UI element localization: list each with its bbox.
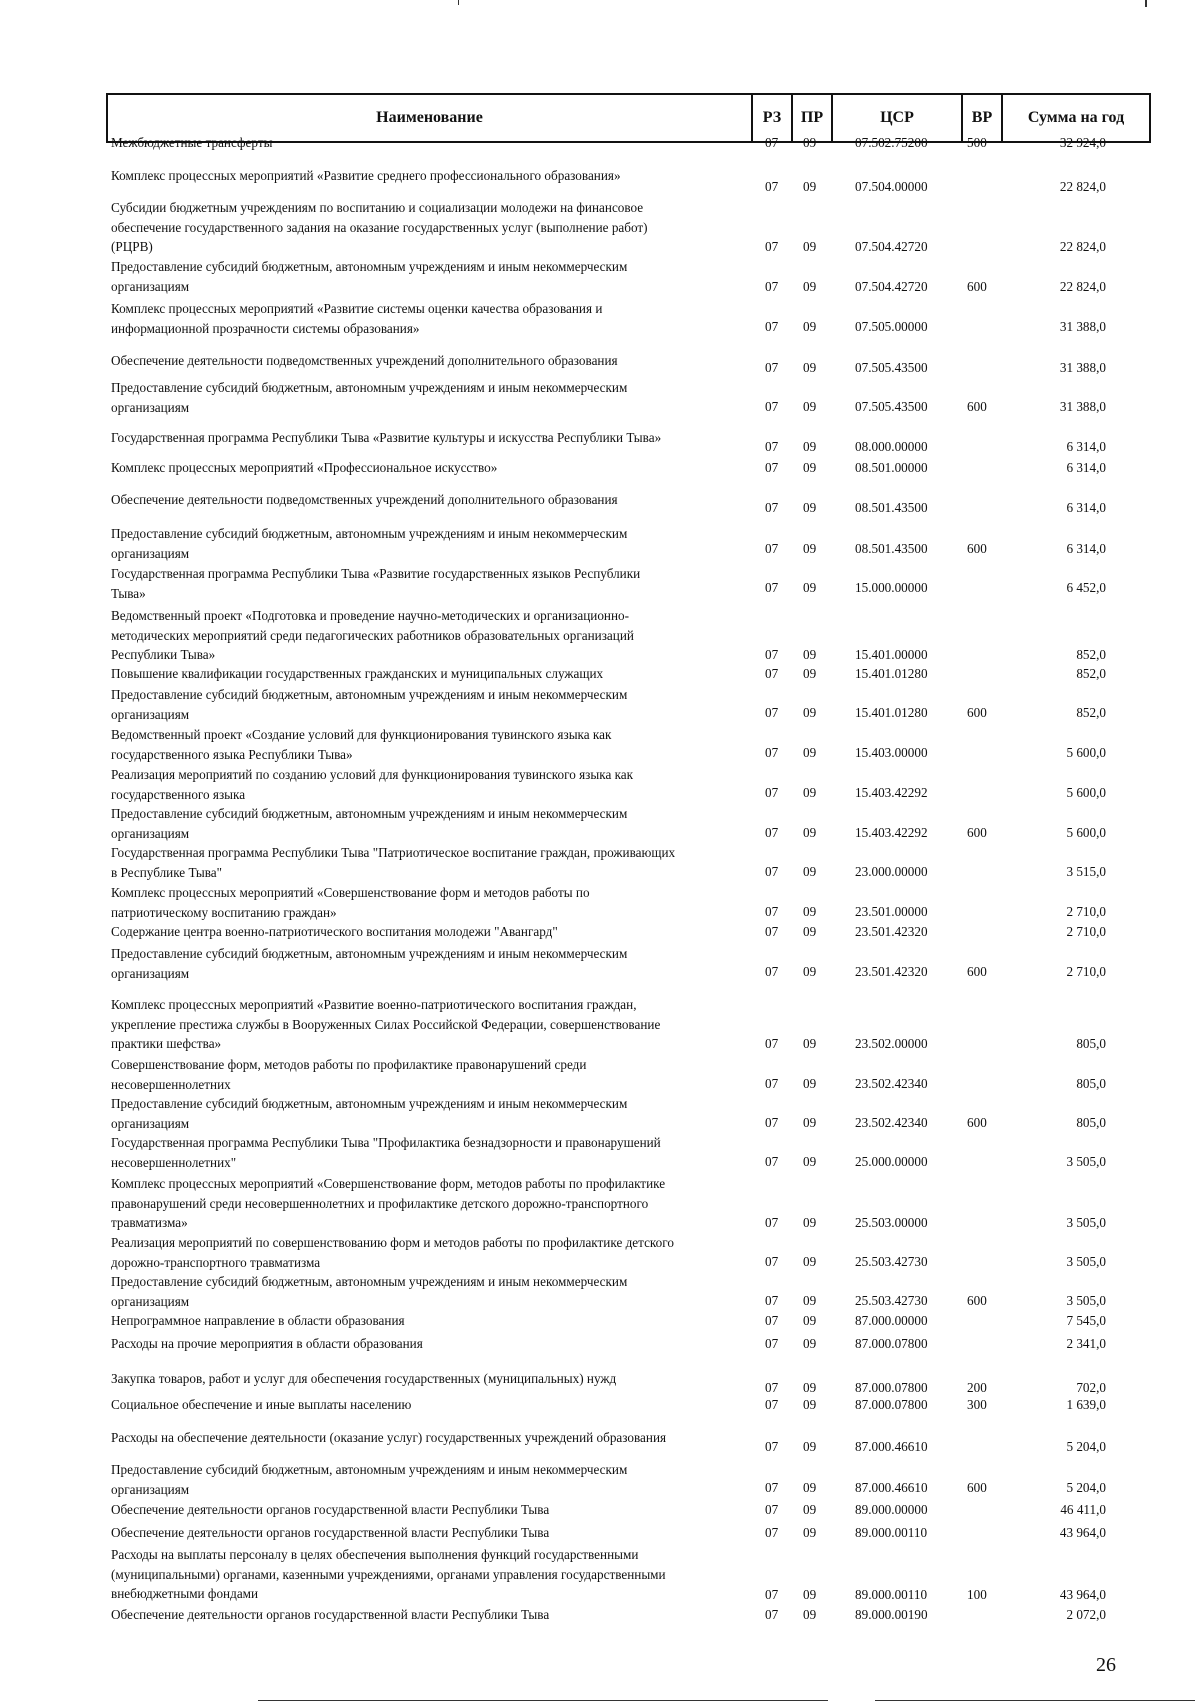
row-sum: 6 452,0 (1066, 580, 1106, 595)
row-sum: 22 824,0 (1059, 239, 1106, 254)
row-name: Ведомственный проект «Создание условий для функционирования тувинского языка как государственного языка Республики Тыва» (111, 727, 612, 762)
row-sum: 7 545,0 (1066, 1313, 1106, 1328)
row-name: Предоставление субсидий бюджетным, автономным учреждениям и иным некоммерческим организациям (111, 946, 628, 981)
row-pr: 09 (803, 1607, 817, 1622)
row-sum: 43 964,0 (1059, 1525, 1106, 1540)
row-csr: 07.504.42720 (855, 279, 928, 294)
row-csr: 25.000.00000 (855, 1154, 928, 1169)
row-csr: 07.504.00000 (855, 179, 928, 194)
page-number: 26 (1096, 1654, 1116, 1676)
row-pr: 09 (803, 1502, 817, 1517)
row-name: Повышение квалификации государственных гражданских и муниципальных служащих (111, 666, 604, 681)
row-rz: 07 (765, 1380, 779, 1395)
row-rz: 07 (765, 1313, 779, 1328)
row-name: Государственная программа Республики Тыва «Развитие государственных языков Республики Тыва» (111, 566, 641, 601)
row-sum: 702,0 (1076, 1380, 1106, 1395)
row-pr: 09 (803, 666, 817, 681)
row-csr: 15.401.01280 (855, 666, 928, 681)
row-csr: 89.000.00110 (855, 1587, 928, 1602)
row-rz: 07 (765, 825, 779, 840)
row-vr: 500 (967, 135, 987, 150)
row-rz: 07 (765, 745, 779, 760)
row-csr: 23.502.42340 (855, 1115, 928, 1130)
row-name: Ведомственный проект «Подготовка и проведение научно-методических и организационно- методических мероприятий среди педагогических работников образовательных организаций Республики Тыва» (111, 608, 634, 662)
row-sum: 2 710,0 (1066, 964, 1106, 979)
row-csr: 15.403.42292 (855, 825, 928, 840)
row-name: Закупка товаров, работ и услуг для обеспечения государственных (муниципальных) нужд (111, 1371, 617, 1386)
row-sum: 31 388,0 (1059, 319, 1106, 334)
row-rz: 07 (765, 705, 779, 720)
row-vr: 600 (967, 964, 987, 979)
row-sum: 2 341,0 (1066, 1336, 1106, 1351)
row-pr: 09 (803, 1587, 817, 1602)
row-csr: 25.503.42730 (855, 1254, 928, 1269)
row-pr: 09 (803, 904, 817, 919)
row-sum: 805,0 (1076, 1036, 1106, 1051)
row-name: Социальное обеспечение и иные выплаты населению (111, 1397, 412, 1412)
row-pr: 09 (803, 1336, 817, 1351)
row-name: Содержание центра военно-патриотического воспитания молодежи "Авангард" (111, 924, 558, 939)
row-sum: 3 505,0 (1066, 1215, 1106, 1230)
row-sum: 852,0 (1076, 647, 1106, 662)
row-rz: 07 (765, 1215, 779, 1230)
row-pr: 09 (803, 1254, 817, 1269)
row-name: Комплекс процессных мероприятий «Развитие военно-патриотического воспитания граждан, укрепление престижа службы в Вооруженных Силах Российской Федерации, совершенствование практики шефства» (111, 997, 661, 1051)
row-pr: 09 (803, 924, 817, 939)
row-pr: 09 (803, 1076, 817, 1091)
row-pr: 09 (803, 964, 817, 979)
row-pr: 09 (803, 360, 817, 375)
row-sum: 852,0 (1076, 705, 1106, 720)
row-rz: 07 (765, 500, 779, 515)
row-sum: 852,0 (1076, 666, 1106, 681)
row-rz: 07 (765, 1254, 779, 1269)
row-csr: 15.401.01280 (855, 705, 928, 720)
row-vr: 600 (967, 541, 987, 556)
row-rz: 07 (765, 1502, 779, 1517)
row-sum: 32 924,0 (1059, 135, 1106, 150)
row-pr: 09 (803, 239, 817, 254)
row-pr: 09 (803, 439, 817, 454)
row-sum: 6 314,0 (1066, 500, 1106, 515)
row-csr: 07.505.00000 (855, 319, 928, 334)
row-pr: 09 (803, 1525, 817, 1540)
row-rz: 07 (765, 1397, 779, 1412)
row-sum: 805,0 (1076, 1115, 1106, 1130)
row-pr: 09 (803, 460, 817, 475)
header-csr: ЦСР (833, 95, 963, 141)
row-name: Реализация мероприятий по созданию условий для функционирования тувинского языка как государственного языка (111, 767, 634, 802)
row-rz: 07 (765, 1076, 779, 1091)
row-name: Предоставление субсидий бюджетным, автономным учреждениям и иным некоммерческим организациям (111, 806, 628, 841)
row-rz: 07 (765, 785, 779, 800)
row-csr: 23.501.00000 (855, 904, 928, 919)
row-name: Предоставление субсидий бюджетным, автономным учреждениям и иным некоммерческим организациям (111, 1462, 628, 1497)
row-pr: 09 (803, 399, 817, 414)
row-rz: 07 (765, 279, 779, 294)
row-pr: 09 (803, 705, 817, 720)
row-pr: 09 (803, 1115, 817, 1130)
row-rz: 07 (765, 1439, 779, 1454)
row-name: Непрограммное направление в области образования (111, 1313, 405, 1328)
row-pr: 09 (803, 135, 817, 150)
row-csr: 23.502.00000 (855, 1036, 928, 1051)
row-sum: 22 824,0 (1059, 279, 1106, 294)
row-name: Межбюджетные трансферты (111, 135, 273, 150)
row-rz: 07 (765, 1480, 779, 1495)
row-vr: 200 (967, 1380, 987, 1395)
row-csr: 89.000.00000 (855, 1502, 928, 1517)
row-rz: 07 (765, 1036, 779, 1051)
row-name: Предоставление субсидий бюджетным, автономным учреждениям и иным некоммерческим организациям (111, 526, 628, 561)
row-name: Комплекс процессных мероприятий «Совершенствование форм и методов работы по патриотическому воспитанию граждан» (111, 885, 590, 920)
row-vr: 600 (967, 825, 987, 840)
row-csr: 08.000.00000 (855, 439, 928, 454)
row-pr: 09 (803, 745, 817, 760)
row-name: Государственная программа Республики Тыва «Развитие культуры и искусства Республики Тыва» (111, 430, 662, 445)
row-pr: 09 (803, 1313, 817, 1328)
row-name: Обеспечение деятельности органов государственной власти Республики Тыва (111, 1525, 550, 1540)
row-pr: 09 (803, 319, 817, 334)
row-rz: 07 (765, 1607, 779, 1622)
row-sum: 6 314,0 (1066, 439, 1106, 454)
row-sum: 3 505,0 (1066, 1254, 1106, 1269)
row-name: Предоставление субсидий бюджетным, автономным учреждениям и иным некоммерческим организациям (111, 259, 628, 294)
row-name: Обеспечение деятельности подведомственных учреждений дополнительного образования (111, 353, 618, 368)
row-name: Предоставление субсидий бюджетным, автономным учреждениям и иным некоммерческим организациям (111, 687, 628, 722)
row-vr: 600 (967, 399, 987, 414)
row-sum: 6 314,0 (1066, 460, 1106, 475)
row-name: Обеспечение деятельности органов государственной власти Республики Тыва (111, 1502, 550, 1517)
row-rz: 07 (765, 580, 779, 595)
row-rz: 07 (765, 1154, 779, 1169)
row-sum: 5 600,0 (1066, 785, 1106, 800)
row-csr: 23.502.42340 (855, 1076, 928, 1091)
header-rz: РЗ (753, 95, 793, 141)
row-rz: 07 (765, 647, 779, 662)
row-csr: 87.000.46610 (855, 1480, 928, 1495)
row-vr: 600 (967, 1293, 987, 1308)
row-rz: 07 (765, 964, 779, 979)
row-csr: 89.000.00190 (855, 1607, 928, 1622)
row-csr: 87.000.07800 (855, 1380, 928, 1395)
row-csr: 08.501.43500 (855, 541, 928, 556)
row-rz: 07 (765, 666, 779, 681)
row-rz: 07 (765, 360, 779, 375)
row-name: Комплекс процессных мероприятий «Развитие системы оценки качества образования и информационной прозрачности системы образования» (111, 301, 603, 336)
row-rz: 07 (765, 439, 779, 454)
row-rz: 07 (765, 135, 779, 150)
row-sum: 31 388,0 (1059, 360, 1106, 375)
row-pr: 09 (803, 785, 817, 800)
header-name: Наименование (108, 95, 753, 141)
header-vr: ВР (963, 95, 1003, 141)
row-pr: 09 (803, 1439, 817, 1454)
row-pr: 09 (803, 179, 817, 194)
row-csr: 87.000.07800 (855, 1336, 928, 1351)
row-sum: 22 824,0 (1059, 179, 1106, 194)
row-sum: 2 710,0 (1066, 924, 1106, 939)
row-name: Расходы на обеспечение деятельности (оказание услуг) государственных учреждений образования (111, 1430, 667, 1445)
row-csr: 23.501.42320 (855, 964, 928, 979)
row-name: Предоставление субсидий бюджетным, автономным учреждениям и иным некоммерческим организациям (111, 1096, 628, 1131)
row-sum: 2 710,0 (1066, 904, 1106, 919)
row-rz: 07 (765, 1293, 779, 1308)
row-name: Расходы на выплаты персоналу в целях обеспечения выполнения функций государственными (муниципальными) органами, казенными учреждениями, органами управления государственными внебюджетными фондами (111, 1547, 666, 1601)
row-rz: 07 (765, 399, 779, 414)
row-name: Государственная программа Республики Тыва "Профилактика безнадзорности и правонарушений несовершеннолетних" (111, 1135, 661, 1170)
row-sum: 3 505,0 (1066, 1293, 1106, 1308)
row-pr: 09 (803, 1154, 817, 1169)
row-name: Субсидии бюджетным учреждениям по воспитанию и социализации молодежи на финансовое обеспечение государственного задания на оказание государственных услуг (выполнение работ) (РЦРВ) (111, 200, 648, 254)
row-csr: 07.505.43500 (855, 360, 928, 375)
row-csr: 89.000.00110 (855, 1525, 928, 1540)
row-rz: 07 (765, 904, 779, 919)
row-csr: 15.403.42292 (855, 785, 928, 800)
row-rz: 07 (765, 924, 779, 939)
row-sum: 31 388,0 (1059, 399, 1106, 414)
row-csr: 08.501.43500 (855, 500, 928, 515)
row-pr: 09 (803, 1397, 817, 1412)
row-sum: 5 204,0 (1066, 1439, 1106, 1454)
row-pr: 09 (803, 541, 817, 556)
row-name: Комплекс процессных мероприятий «Совершенствование форм, методов работы по профилактике правонарушений среди несовершеннолетних и профилактике детского дорожно-транспортного травматизма» (111, 1176, 666, 1230)
row-rz: 07 (765, 239, 779, 254)
row-sum: 2 072,0 (1066, 1607, 1106, 1622)
row-csr: 15.403.00000 (855, 745, 928, 760)
row-vr: 600 (967, 279, 987, 294)
row-csr: 15.000.00000 (855, 580, 928, 595)
row-pr: 09 (803, 1293, 817, 1308)
row-csr: 87.000.46610 (855, 1439, 928, 1454)
row-pr: 09 (803, 500, 817, 515)
row-sum: 46 411,0 (1060, 1502, 1106, 1517)
row-pr: 09 (803, 1036, 817, 1051)
row-pr: 09 (803, 1480, 817, 1495)
row-csr: 23.501.42320 (855, 924, 928, 939)
row-vr: 600 (967, 705, 987, 720)
row-vr: 300 (967, 1397, 987, 1412)
row-name: Реализация мероприятий по совершенствованию форм и методов работы по профилактике детского дорожно-транспортного травматизма (111, 1235, 674, 1270)
row-rz: 07 (765, 1115, 779, 1130)
row-vr: 100 (967, 1587, 987, 1602)
row-name: Предоставление субсидий бюджетным, автономным учреждениям и иным некоммерческим организациям (111, 380, 628, 415)
row-sum: 6 314,0 (1066, 541, 1106, 556)
row-pr: 09 (803, 825, 817, 840)
row-rz: 07 (765, 1336, 779, 1351)
row-pr: 09 (803, 1215, 817, 1230)
row-rz: 07 (765, 541, 779, 556)
row-sum: 3 515,0 (1066, 864, 1106, 879)
row-csr: 08.501.00000 (855, 460, 928, 475)
row-name: Предоставление субсидий бюджетным, автономным учреждениям и иным некоммерческим организациям (111, 1274, 628, 1309)
row-csr: 07.505.43500 (855, 399, 928, 414)
row-vr: 600 (967, 1480, 987, 1495)
row-name: Комплекс процессных мероприятий «Развитие среднего профессионального образования» (111, 168, 621, 183)
row-sum: 5 600,0 (1066, 825, 1106, 840)
row-pr: 09 (803, 864, 817, 879)
row-sum: 805,0 (1076, 1076, 1106, 1091)
header-pr: ПР (793, 95, 833, 141)
row-pr: 09 (803, 1380, 817, 1395)
row-rz: 07 (765, 460, 779, 475)
row-sum: 5 204,0 (1066, 1480, 1106, 1495)
row-sum: 43 964,0 (1059, 1587, 1106, 1602)
row-name: Комплекс процессных мероприятий «Профессиональное искусство» (111, 460, 498, 475)
row-rz: 07 (765, 1587, 779, 1602)
header-sum: Сумма на год (1027, 109, 1125, 126)
row-pr: 09 (803, 279, 817, 294)
row-rz: 07 (765, 1525, 779, 1540)
row-vr: 600 (967, 1115, 987, 1130)
row-name: Государственная программа Республики Тыва "Патриотическое воспитание граждан, проживающих в Республике Тыва" (111, 845, 676, 880)
row-pr: 09 (803, 580, 817, 595)
row-sum: 1 639,0 (1066, 1397, 1106, 1412)
row-name: Обеспечение деятельности органов государственной власти Республики Тыва (111, 1607, 550, 1622)
row-name: Обеспечение деятельности подведомственных учреждений дополнительного образования (111, 492, 618, 507)
row-csr: 87.000.07800 (855, 1397, 928, 1412)
row-rz: 07 (765, 319, 779, 334)
row-csr: 23.000.00000 (855, 864, 928, 879)
row-pr: 09 (803, 647, 817, 662)
row-rz: 07 (765, 864, 779, 879)
row-csr: 07.502.75200 (855, 135, 928, 150)
row-csr: 25.503.42730 (855, 1293, 928, 1308)
row-name: Расходы на прочие мероприятия в области образования (111, 1336, 423, 1351)
row-sum: 3 505,0 (1066, 1154, 1106, 1169)
row-name: Совершенствование форм, методов работы по профилактике правонарушений среди несовершеннолетних (111, 1057, 587, 1092)
row-sum: 5 600,0 (1066, 745, 1106, 760)
row-rz: 07 (765, 179, 779, 194)
row-csr: 15.401.00000 (855, 647, 928, 662)
row-csr: 07.504.42720 (855, 239, 928, 254)
row-csr: 25.503.00000 (855, 1215, 928, 1230)
row-csr: 87.000.00000 (855, 1313, 928, 1328)
